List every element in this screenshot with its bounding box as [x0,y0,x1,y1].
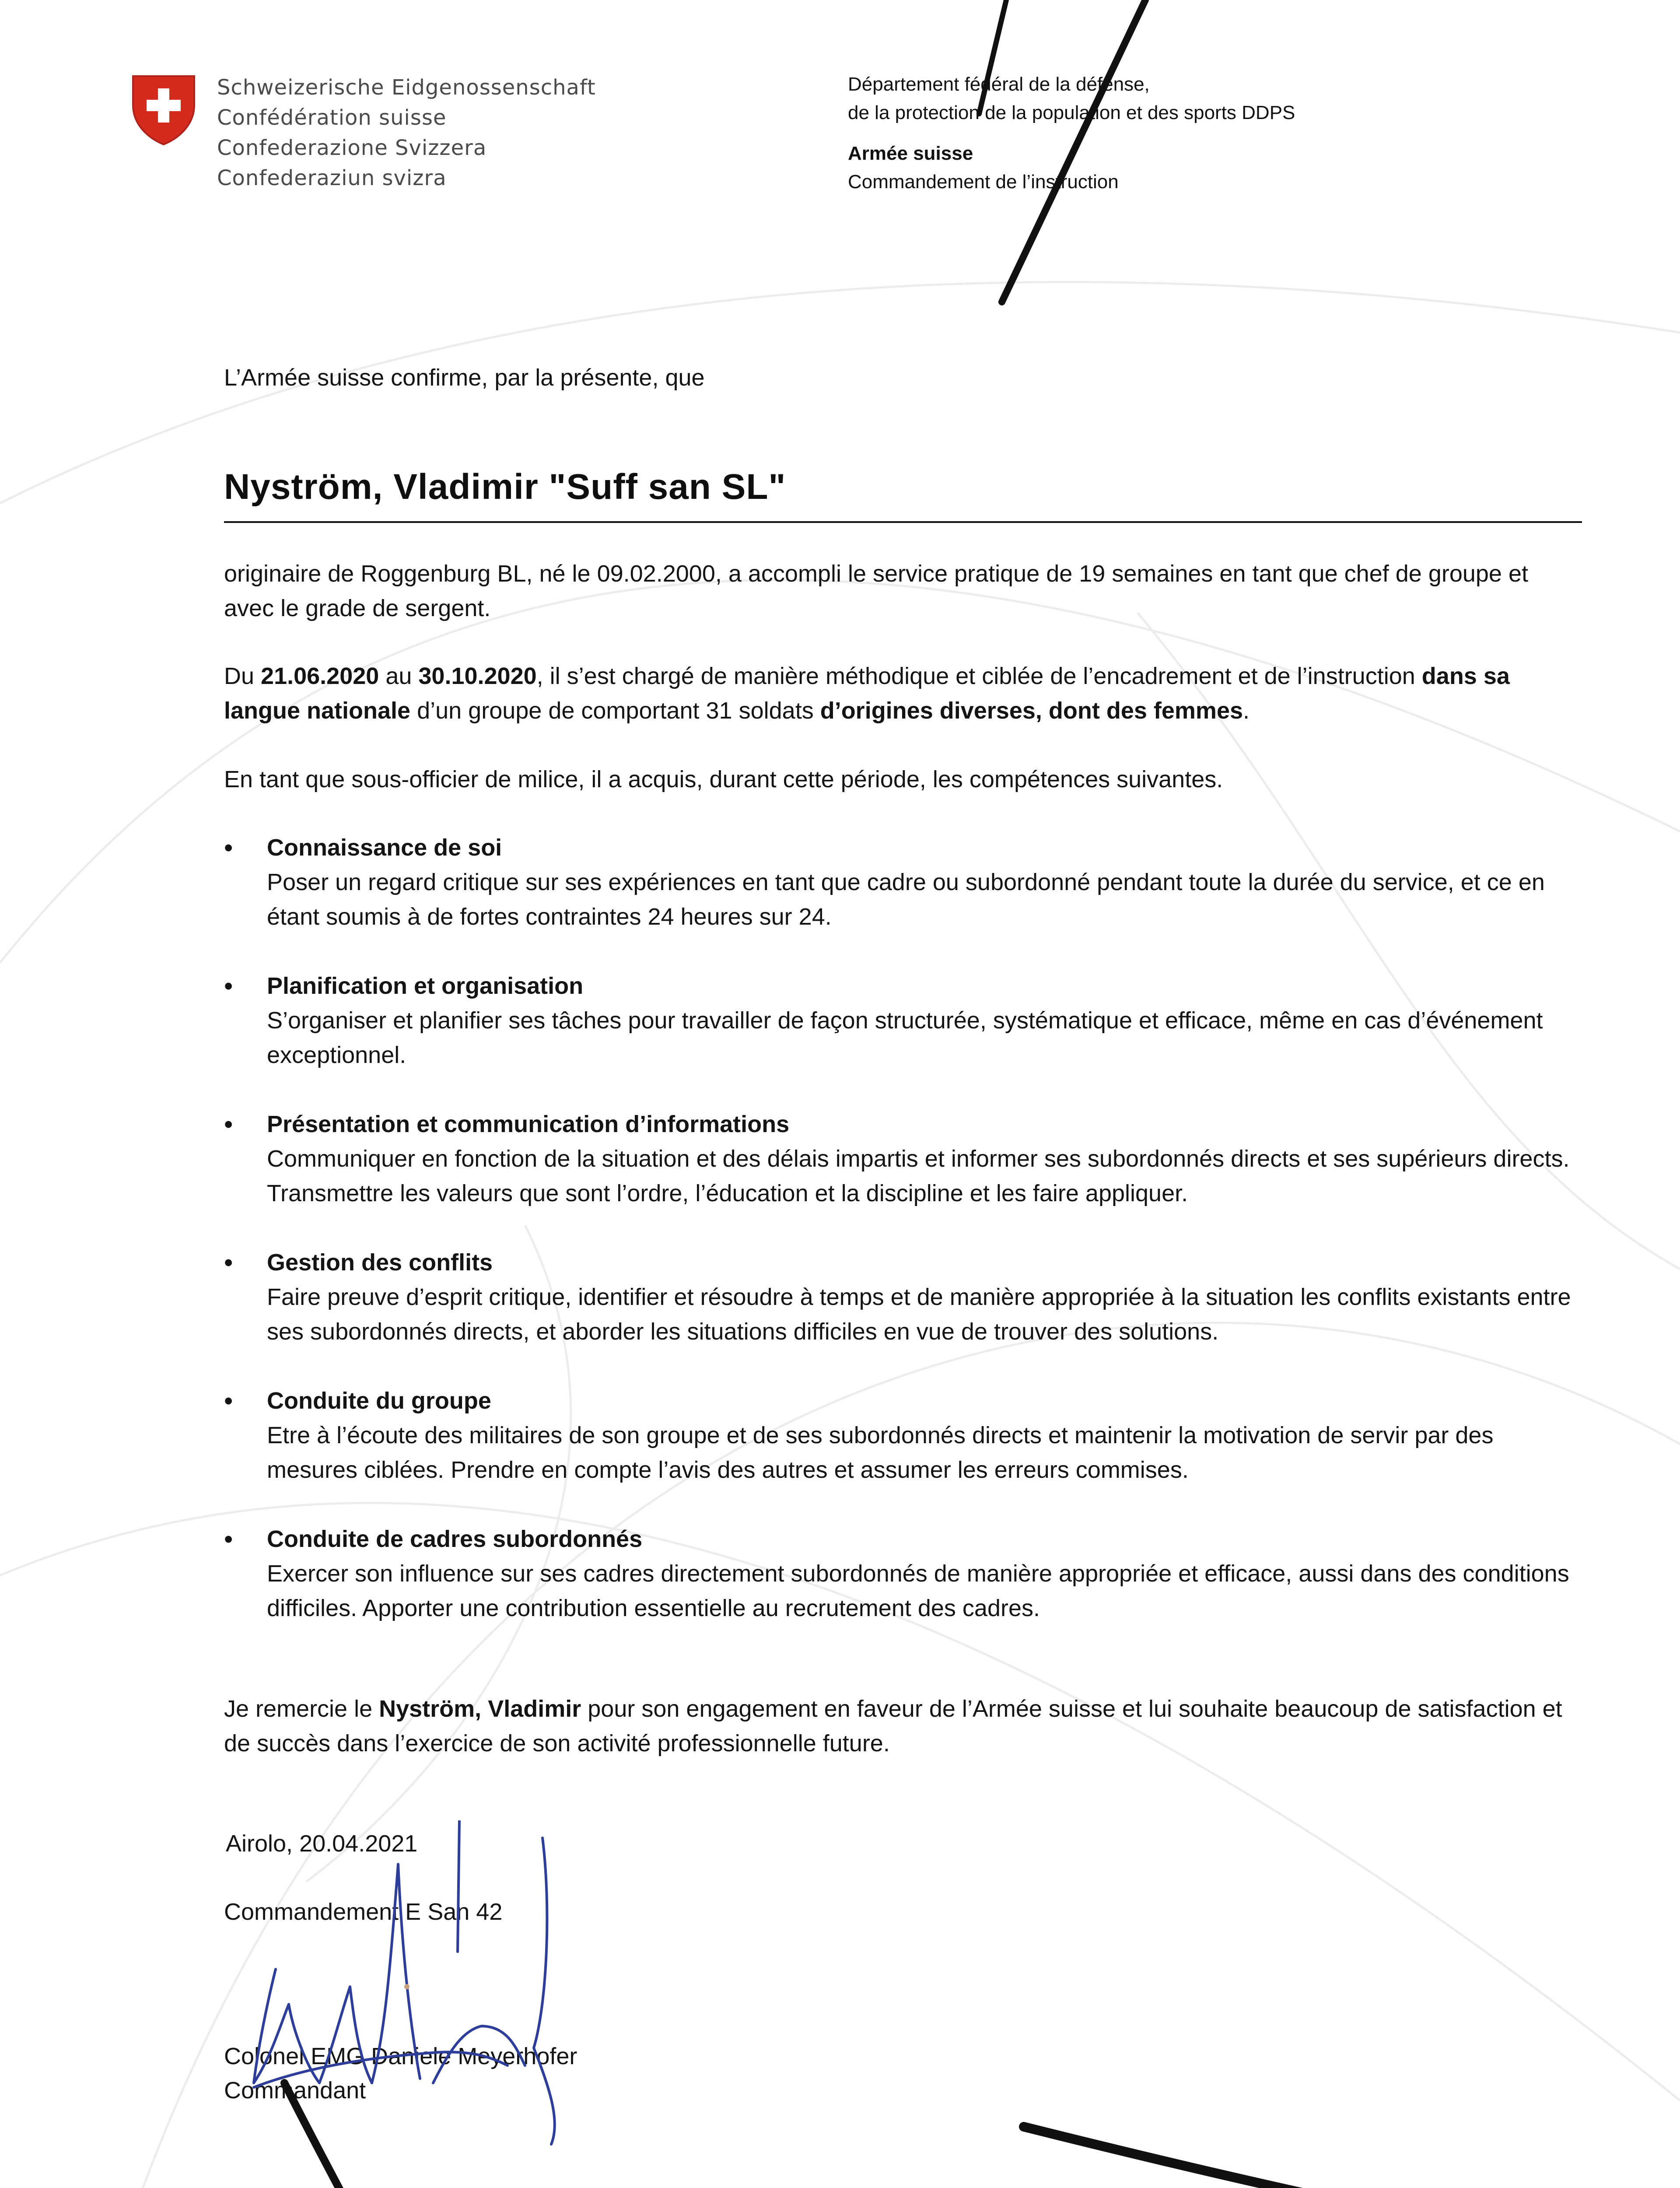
competency-text: Etre à l’écoute des militaires de son groupe et de ses subordonnés directs et maintenir la motivation de servir par des mesures ciblées. Prendre en compte l’avis des autres et assumer les erreurs commises. [267,1422,1494,1483]
emphasis-origins: d’origines diverses, dont des femmes [820,698,1243,724]
competency-title: Gestion des conflits [267,1249,493,1276]
bullet-icon: • [224,972,233,1000]
text-run: Je remercie le [224,1696,379,1722]
confederation-name-it: Confederazione Svizzera [217,136,487,160]
person-name-heading: Nyström, Vladimir "Suff san SL" [224,467,786,507]
closing-name: Nyström, Vladimir [379,1696,581,1722]
army-name: Armée suisse [848,143,973,164]
competency-title: Conduite de cadres subordonnés [267,1526,643,1552]
intro-sentence: L’Armée suisse confirme, par la présente, que [224,365,705,391]
competency-title: Planification et organisation [267,973,584,999]
paragraph-origin: originaire de Roggenburg BL, né le 09.02.2000, a accompli le service pratique de 19 semaines en tant que chef de groupe et avec le grade de sergent. [224,561,1528,621]
competency-text: S’organiser et planifier ses tâches pour travailler de façon structurée, systématique et efficace, même en cas d’événement exceptionnel. [267,1007,1543,1068]
competency-text: Faire preuve d’esprit critique, identifier et résoudre à temps et de manière appropriée à la situation les conflits existants entre ses subordonnés directs, et aborder les situations difficiles en vue de trouver des solutions. [267,1284,1571,1345]
paragraph-competencies-intro: En tant que sous-officier de milice, il a acquis, durant cette période, les compétences suivantes. [224,766,1223,792]
text-run: d’un groupe de comportant 31 soldats [410,698,820,724]
bullet-icon: • [224,1248,233,1277]
department-line-2: de la protection de la population et des sports DDPS [848,102,1295,123]
competency-text: Communiquer en fonction de la situation et des délais impartis et informer ses subordonnés directs et ses supérieurs directs. Transmettre les valeurs que sont l’ordre, l’éducation et la discipline et les faire appliquer. [267,1146,1570,1206]
confederation-name-de: Schweizerische Eidgenossenschaft [217,75,596,100]
command-name: Commandement de l’instruction [848,171,1119,193]
bullet-icon: • [224,834,233,862]
competency-title: Présentation et communication d’informations [267,1111,790,1137]
text-run: , il s’est chargé de manière méthodique et ciblée de l’encadrement et de l’instruction [536,663,1422,689]
confederation-name-rm: Confederaziun svizra [217,166,447,190]
department-line-1: Département fédéral de la défense, [848,74,1150,95]
place-and-date: Airolo, 20.04.2021 [226,1830,418,1857]
bullet-icon: • [224,1387,233,1415]
competency-text: Poser un regard critique sur ses expériences en tant que cadre ou subordonné pendant toute la durée du service, et ce en étant soumis à de fortes contraintes 24 heures sur 24. [267,869,1545,930]
competency-title: Connaissance de soi [267,835,502,861]
text-run: . [1243,698,1250,724]
signatory-role: Commandant [224,2077,366,2104]
competency-title: Conduite du groupe [267,1388,491,1414]
text-run: Du [224,663,261,689]
confederation-name-fr: Confédération suisse [217,105,447,130]
competency-text: Exercer son influence sur ses cadres directement subordonnés de manière appropriée et efficace, aussi dans des conditions difficiles. Apporter une contribution essentielle au recrutement des cadres. [267,1560,1569,1621]
text-run: pour son engagement en faveur de l’Armée suisse et lui souhaite beaucoup de satisfaction et de succès dans l’exercice de son activité professionnelle future. [224,1696,1562,1757]
text-run: au [379,663,419,689]
bullet-icon: • [224,1110,233,1139]
signatory-name: Colonel EMG Daniele Meyerhofer [224,2043,578,2069]
issuing-unit: Commandement E San 42 [224,1899,503,1925]
bullet-icon: • [224,1525,233,1553]
date-to: 30.10.2020 [418,663,537,689]
date-from: 21.06.2020 [261,663,379,689]
emphasis-language: dans sa langue nationale [224,663,1510,724]
